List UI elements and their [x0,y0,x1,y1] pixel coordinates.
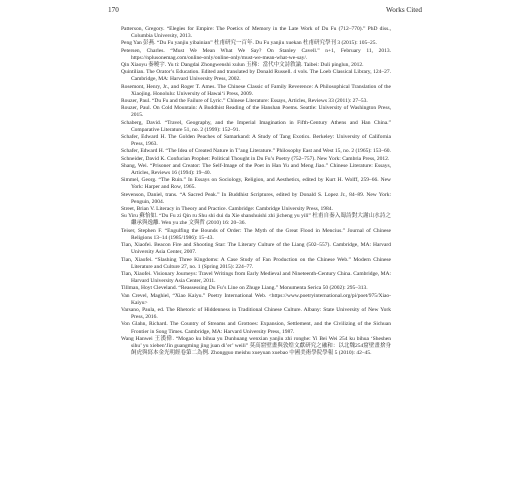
citation-entry: Tillman, Hoyt Cleveland. “Reassessing Du Fu’s Line on Zhuge Liang.” Monumenta Serica 50 (2002): 295–313. [121,285,368,292]
citation-entry: Rouzer, Paul. On Cold Mountain: A Buddhist Reading of the Hanshan Poems. Seattle: University of Washington Press, 2015. [121,105,391,119]
citation-entry: Schneider, David K. Confucian Prophet: Political Thought in Du Fu’s Poetry (752–757). New York: Cambria Press, 2012. [121,155,390,162]
citation-entry: Tian, Xiaofei. Beacon Fire and Shooting Star: The Literary Culture of the Liang (502–557). Cambridge, MA: Harvard University Asia Center, 2007. [121,242,391,256]
citation-entry: Petersen, Charles. “Must We Mean What We Say? On Stanley Cavell.” n+1, February 11, 2013. https://nplusonemag.com/online-only/online-only/must-we-mean-what-we-say/. [121,47,391,61]
citation-entry: Patterson, Gregory. “Elegies for Empire: The Poetics of Memory in the Late Work of Du Fu (712–770).” PhD diss., Columbia University, 2013. [121,26,391,40]
citation-entry: Teiser, Stephen F. “Engulfing the Bounds of Order: The Myth of the Great Flood in Mencius.” Journal of Chinese Religions 13–14 (1985/1986): 15–43. [121,227,391,241]
citation-entry: Su Yiru 蘇怡如. “Du Fu zi Qin ru Shu shi dui da Xie shanshuishi zhi jicheng yu yili” 杜甫自秦入蜀詩對大謝山水詩之繼承與逸離. Wen yu zhe 文與哲 (2010) 16: 20–36. [121,213,391,227]
citation-entry: Street, Brian V. Literacy in Theory and Practice. Cambridge: Cambridge University Press, 1984. [121,206,333,213]
citation-entry: Rouzer, Paul. “Du Fu and the Failure of Lyric.” Chinese Literature: Essays, Articles, Reviews 33 (2011): 27–53. [121,98,368,105]
citation-entry: Van Crevel, Maghiel, “Xiao Kaiyu.” Poetry International Web. <https://www.poetryinternational.org/pi/poet/975/Xiao-Kaiyu> [121,292,391,306]
running-head: Works Cited [386,6,422,14]
citation-entry: Schafer, Edward H. “The Idea of Created Nature in T’ang Literature.” Philosophy East and West 15, no. 2 (1965): 153–60. [121,148,391,155]
citation-entry: Rosemont, Henry, Jr., and Roger T. Ames. The Chinese Classic of Family Reverence: A Philosophical Translation of the Xiaojing. Honolulu: University of Hawai‘i Press, 2009. [121,83,391,97]
works-cited-list [121,26,391,357]
citation-entry: Von Glahn, Richard. The Country of Streams and Grottoes: Expansion, Settlement, and the Civilizing of the Sichuan Frontier in Song Times. Cambridge, MA: Harvard University Press, 1987. [121,321,391,335]
page-number: 170 [108,6,119,14]
citation-entry: Qin Xiaoyu 秦曉宇. Yu ti: Dangdai Zhongwenshi xulun 玉梯：當代中文詩敘論. Taibei: Duli pinglun, 2012. [121,62,364,69]
citation-entry: Shang, Wei. “Prisoner and Creator: The Self-Image of the Poet in Han Yu and Meng Jiao.” Chinese Literature: Essays, Articles, Reviews 16 (1994): 19–40. [121,162,391,177]
citation-entry: Schaberg, David. “Travel, Geography, and the Imperial Imagination in Fifth-Century Athens and Han China.” Comparative Literature 51, no. 2 (1999): 152–91. [121,119,391,133]
page-header [108,4,422,16]
citation-entry: Quintilian. The Orator’s Education. Edited and translated by Donald Russell. 4 vols. The Loeb Classical Library, 124–27. Cambridge, MA: Harvard University Press, 2002. [121,69,391,83]
citation-entry: Simmel, Georg. “The Ruin.” In Essays on Sociology, Religion, and Aesthetics, edited by Kurt H. Wolff, 259–66. New York: Harper and Row, 1965. [121,177,391,191]
citation-entry: Varsano, Paula, ed. The Rhetoric of Hiddenness in Traditional Chinese Culture. Albany: State University of New York Press, 2016. [121,306,391,321]
citation-entry: Peng Yan 彭燕. “Du Fu yanjiu yibainian” 杜甫研究一百年. Du Fu yanjiu xuekan 杜甫研究學刊 3 (2015): 105–25. [121,40,377,47]
citation-entry: Stevenson, Daniel, trans. “A Sacred Peak.” In Buddhist Scriptures, edited by Donald S. Lopez Jr., 84–89. New York: Penguin, 2004. [121,191,391,205]
citation-entry: Tian, Xiaofei. Visionary Journeys: Travel Writings from Early Medieval and Nineteenth-Century China. Cambridge, MA: Harvard University Asia Center, 2011. [121,270,391,285]
citation-entry: Tian, Xiaofei. “Slashing Three Kingdoms: A Case Study of Fan Production on the Chinese Web.” Modern Chinese Literature and Culture 27, no. 1 (Spring 2015): 224–77. [121,256,391,270]
citation-entry: Wang Hanwei 王漢偉. “Mogao ku bihua yu Dunhuang wenxian yanjiu zhi ronghe: Yi Bei Wei 254 ku bihua ‘Sheshen sihu’ yu xiebenʻJin guangming jing juan di’er’ weili” 莫高窟壁畫與敦煌文獻研究之融和：以北魏254窟壁畫捨身飼虎與寫本金光明經卷第二為例. Zhongguo meishu xueyuan xuebao 中國美術學院學報 5 (2010): 42–45. [121,335,391,357]
citation-entry: Schafer, Edward H. The Golden Peaches of Samarkand: A Study of Tang Exotics. Berkeley: University of California Press, 1963. [121,134,391,148]
